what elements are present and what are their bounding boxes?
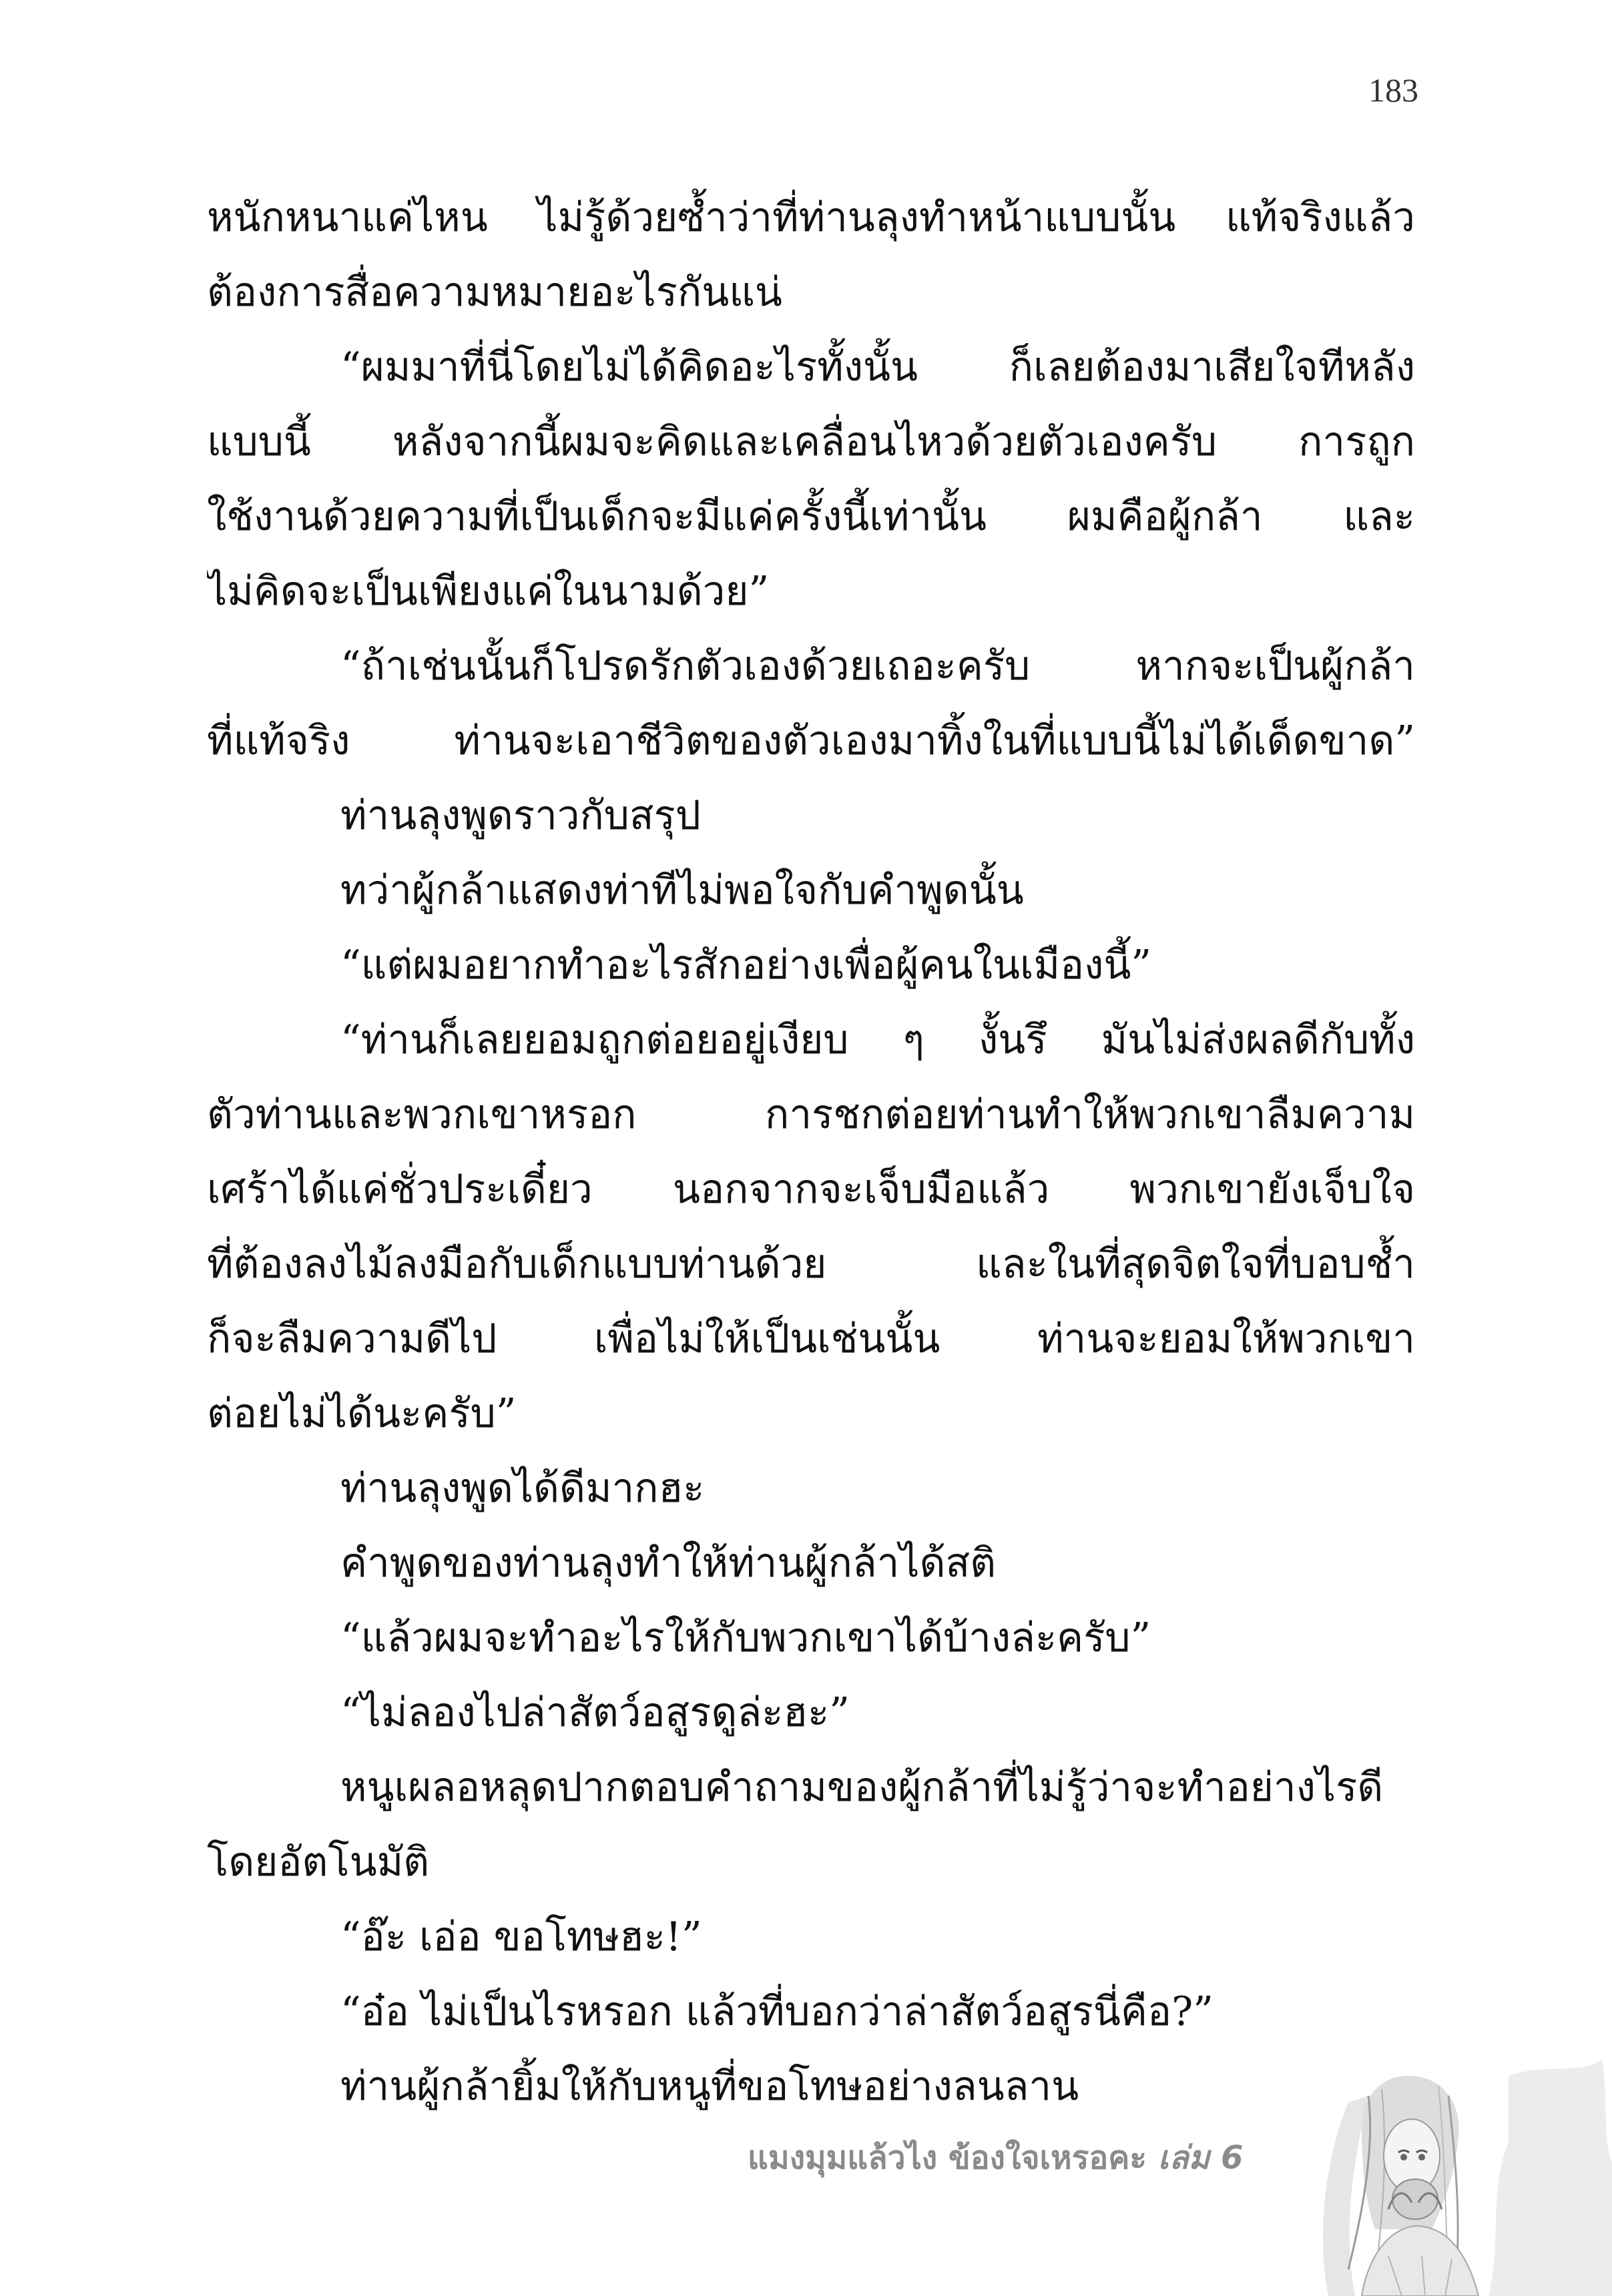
text-line: ต่อยไม่ได้นะครับ” (207, 1390, 517, 1437)
text-line: “แต่ผมอยากทำอะไรสักอย่างเพื่อผู้คนในเมืองนี้” (340, 942, 1152, 988)
text-line: ท่านลุงพูดราวกับสรุป (340, 792, 701, 839)
text-line: ที่แท้จริง ท่านจะเอาชีวิตของตัวเองมาทิ้งในที่แบบนี้ไม่ได้เด็ดขาด” (207, 718, 1415, 764)
character-illustration (1288, 2056, 1612, 2296)
book-title: แมงมุมแล้วไง ข้องใจเหรอคะ (748, 2139, 1147, 2177)
book-volume: เล่ม 6 (1157, 2139, 1244, 2177)
text-line: “อ๊ะ เอ่อ ขอโทษฮะ!” (340, 1914, 702, 1960)
text-line: ก็จะลืมความดีไป เพื่อไม่ให้เป็นเช่นนั้น ท่านจะยอมให้พวกเขา (207, 1316, 1415, 1362)
body-text (207, 180, 1415, 2124)
text-line: ท่านลุงพูดได้ดีมากฮะ (340, 1465, 705, 1512)
text-line: “ไม่ลองไปล่าสัตว์อสูรดูล่ะฮะ” (340, 1689, 850, 1736)
text-line: ไม่คิดจะเป็นเพียงแค่ในนามด้วย” (207, 568, 770, 615)
text-line: ท่านผู้กล้ายิ้มให้กับหนูที่ขอโทษอย่างลนลาน (340, 2063, 1079, 2110)
text-line: “ผมมาที่นี่โดยไม่ได้คิดอะไรทั้งนั้น ก็เลยต้องมาเสียใจทีหลัง (340, 344, 1415, 390)
text-line: “อ๋อ ไม่เป็นไรหรอก แล้วที่บอกว่าล่าสัตว์อสูรนี่คือ?” (340, 1988, 1214, 2035)
text-line: ทว่าผู้กล้าแสดงท่าทีไม่พอใจกับคำพูดนั้น (340, 867, 1024, 914)
text-line: เศร้าได้แค่ชั่วประเดี๋ยว นอกจากจะเจ็บมือแล้ว พวกเขายังเจ็บใจ (207, 1166, 1415, 1213)
text-line: “ถ้าเช่นนั้นก็โปรดรักตัวเองด้วยเถอะครับ หากจะเป็นผู้กล้า (340, 643, 1415, 689)
text-line: คำพูดของท่านลุงทำให้ท่านผู้กล้าได้สติ (340, 1540, 997, 1587)
text-line: หนักหนาแค่ไหน ไม่รู้ด้วยซ้ำว่าที่ท่านลุงทำหน้าแบบนั้น แท้จริงแล้ว (207, 194, 1415, 241)
text-line: โดยอัตโนมัติ (207, 1839, 430, 1886)
text-line: “ท่านก็เลยยอมถูกต่อยอยู่เงียบ ๆ งั้นรึ มันไม่ส่งผลดีกับทั้ง (340, 1017, 1415, 1063)
text-line: ตัวท่านและพวกเขาหรอก การชกต่อยท่านทำให้พวกเขาลืมความ (207, 1091, 1415, 1138)
text-line: ต้องการสื่อความหมายอะไรกันแน่ (207, 269, 782, 316)
page-number: 183 (1368, 71, 1418, 109)
text-line: “แล้วผมจะทำอะไรให้กับพวกเขาได้บ้างล่ะครับ” (340, 1615, 1151, 1661)
text-line: แบบนี้ หลังจากนี้ผมจะคิดและเคลื่อนไหวด้วยตัวเองครับ การถูก (207, 418, 1415, 465)
book-title-footer (748, 2132, 1243, 2183)
text-line: หนูเผลอหลุดปากตอบคำถามของผู้กล้าที่ไม่รู้ว่าจะทำอย่างไรดี (340, 1764, 1384, 1811)
text-line: ใช้งานด้วยความที่เป็นเด็กจะมีแค่ครั้งนี้เท่านั้น ผมคือผู้กล้า และ (207, 493, 1415, 540)
text-line: ที่ต้องลงไม้ลงมือกับเด็กแบบท่านด้วย และในที่สุดจิตใจที่บอบช้ำ (207, 1241, 1415, 1287)
